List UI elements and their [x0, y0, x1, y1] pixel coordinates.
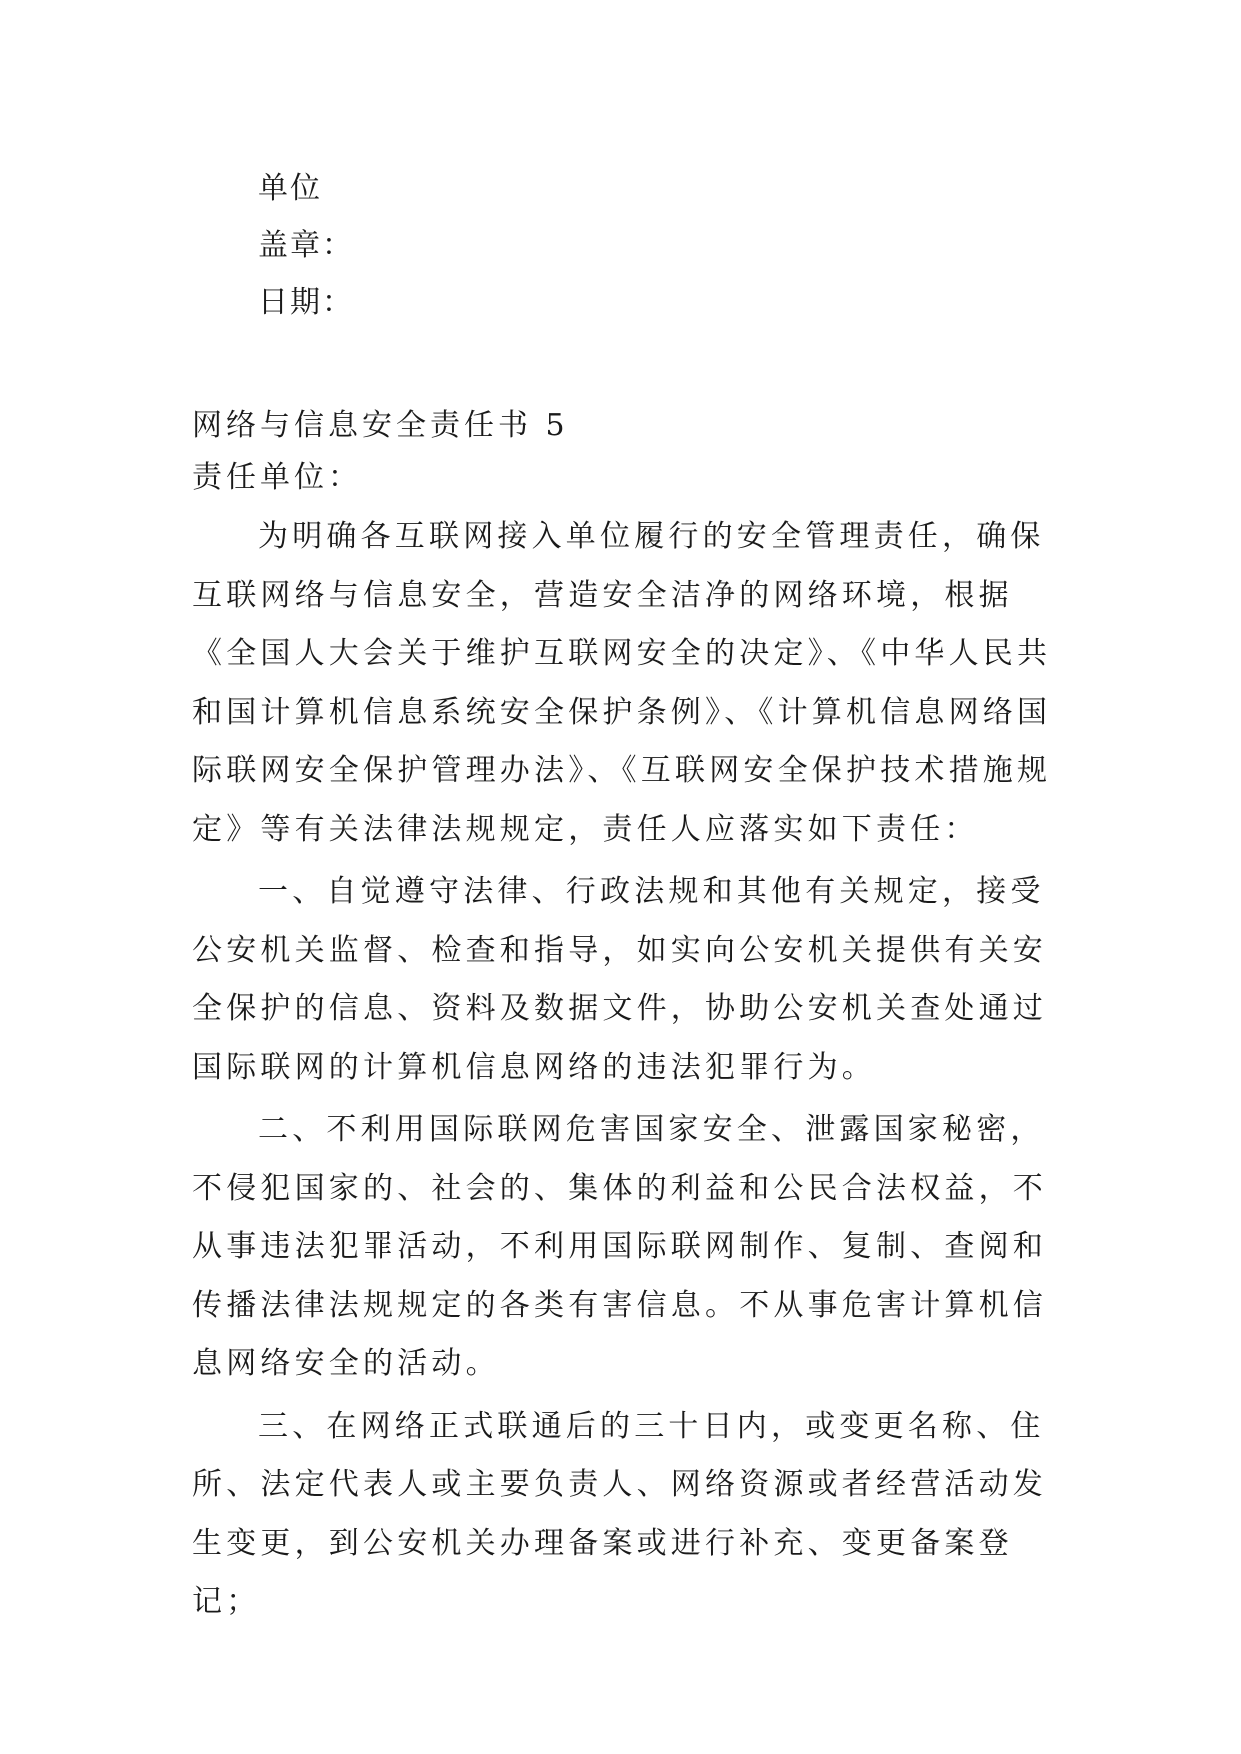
signature-block [258, 160, 658, 331]
preamble-paragraph: 为明确各互联网接入单位履行的安全管理责任，确保互联网络与信息安全，营造安全洁净的网络环境，根据《全国人大会关于维护互联网安全的决定》、《中华人民共和国计算机信息系统安全保护条例》、《计算机信息网络国际联网安全保护管理办法》、《互联网安全保护技术措施规定》等有关法律法规规定，责任人应落实如下责任： [192, 519, 1052, 847]
document-title: 网络与信息安全责任书 5 [192, 408, 569, 443]
clause-paragraph-3: 三、在网络正式联通后的三十日内，或变更名称、住所、法定代表人或主要负责人、网络资源或者经营活动发生变更，到公安机关办理备案或进行补充、变更备案登记； [192, 1408, 1047, 1619]
responsible-unit-label: 责任单位： [192, 460, 362, 495]
responsibility-document [192, 400, 1062, 1632]
seal-label: 盖章： [258, 228, 354, 263]
unit-label: 单位 [258, 171, 322, 206]
date-label: 日期： [258, 285, 354, 320]
clause-paragraph-1: 一、自觉遵守法律、行政法规和其他有关规定，接受公安机关监督、检查和指导，如实向公安机关提供有关安全保护的信息、资料及数据文件，协助公安机关查处通过国际联网的计算机信息网络的违法犯罪行为。 [192, 874, 1047, 1085]
clause-paragraph-2: 二、不利用国际联网危害国家安全、泄露国家秘密，不侵犯国家的、社会的、集体的利益和公民合法权益，不从事违法犯罪活动，不利用国际联网制作、复制、查阅和传播法律法规规定的各类有害信息。不从事危害计算机信息网络安全的活动。 [192, 1112, 1047, 1381]
